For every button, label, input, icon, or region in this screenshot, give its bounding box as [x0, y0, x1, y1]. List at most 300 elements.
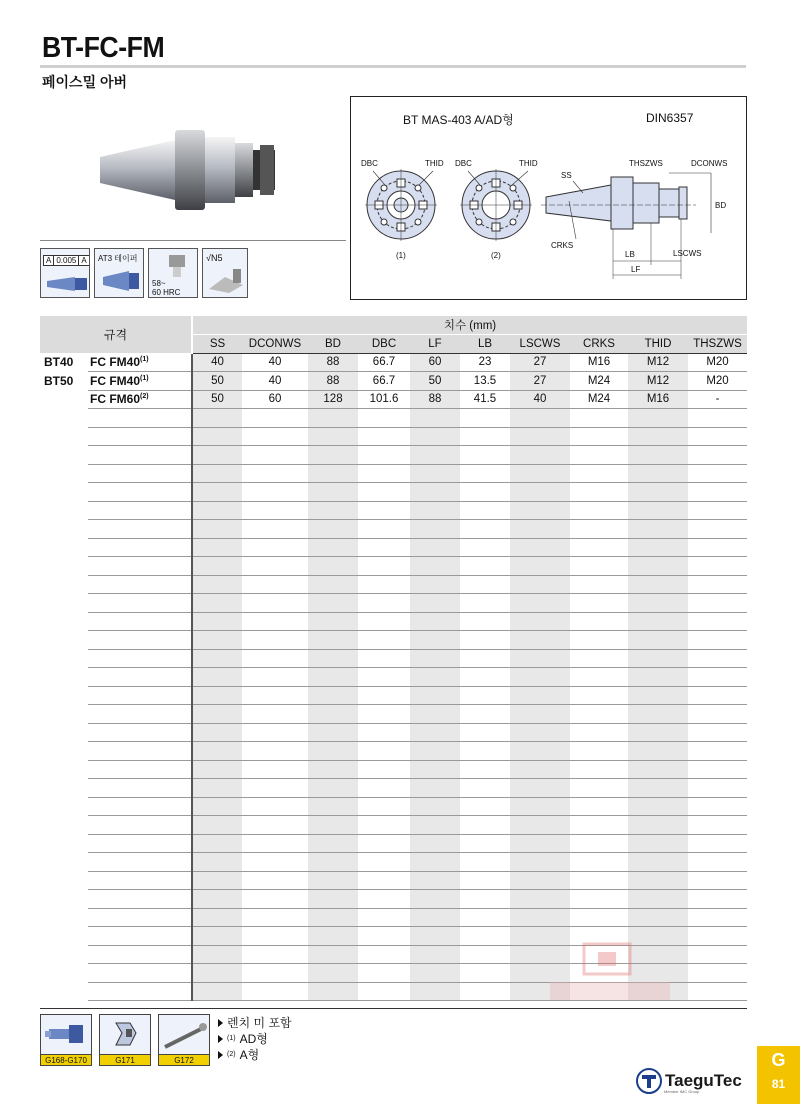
empty-cell — [460, 483, 510, 502]
empty-row — [40, 538, 747, 557]
empty-cell — [628, 705, 688, 724]
empty-cell — [192, 871, 242, 890]
empty-cell — [88, 557, 192, 576]
empty-row — [40, 797, 747, 816]
brand-logo — [636, 1068, 742, 1094]
empty-cell — [628, 409, 688, 428]
empty-cell — [570, 760, 628, 779]
empty-cell — [570, 853, 628, 872]
hardness-label-1: 58~ — [152, 279, 166, 288]
empty-cell — [192, 446, 242, 465]
empty-cell — [688, 649, 747, 668]
note-1-text: 렌치 미 포함 — [227, 1016, 292, 1030]
empty-cell — [410, 927, 460, 946]
empty-cell — [570, 723, 628, 742]
empty-cell — [40, 631, 88, 650]
empty-cell — [88, 501, 192, 520]
accessory-label-2: G171 — [100, 1054, 150, 1065]
empty-cell — [358, 760, 410, 779]
empty-cell — [308, 668, 358, 687]
empty-cell — [510, 908, 570, 927]
empty-cell — [628, 575, 688, 594]
empty-cell — [410, 557, 460, 576]
model-cell — [88, 353, 192, 372]
taper-icon — [94, 248, 144, 298]
empty-row — [40, 779, 747, 798]
empty-cell — [410, 575, 460, 594]
empty-cell — [410, 742, 460, 761]
empty-cell — [308, 927, 358, 946]
table-row — [40, 390, 747, 409]
model-note: (1) — [140, 374, 149, 382]
empty-cell — [88, 464, 192, 483]
empty-row — [40, 427, 747, 446]
empty-cell — [410, 908, 460, 927]
empty-cell — [570, 409, 628, 428]
empty-cell — [308, 945, 358, 964]
cell-crks: M16 — [570, 353, 628, 372]
empty-cell — [40, 446, 88, 465]
empty-cell — [570, 501, 628, 520]
note-3-mark: (2) — [227, 1051, 236, 1058]
empty-cell — [570, 483, 628, 502]
empty-cell — [40, 927, 88, 946]
empty-cell — [242, 538, 308, 557]
empty-cell — [410, 982, 460, 1001]
empty-cell — [688, 668, 747, 687]
empty-cell — [570, 705, 628, 724]
empty-cell — [192, 557, 242, 576]
empty-cell — [192, 464, 242, 483]
empty-cell — [410, 464, 460, 483]
empty-cell — [242, 501, 308, 520]
empty-cell — [628, 779, 688, 798]
empty-cell — [88, 853, 192, 872]
empty-cell — [308, 483, 358, 502]
empty-cell — [628, 723, 688, 742]
photo-divider — [40, 240, 346, 241]
empty-cell — [242, 742, 308, 761]
empty-cell — [510, 409, 570, 428]
empty-cell — [242, 446, 308, 465]
empty-cell — [192, 594, 242, 613]
empty-cell — [688, 945, 747, 964]
note-3 — [218, 1047, 292, 1063]
empty-cell — [358, 427, 410, 446]
empty-cell — [308, 409, 358, 428]
empty-cell — [88, 834, 192, 853]
empty-cell — [358, 649, 410, 668]
column-header-dbc: DBC — [358, 335, 410, 354]
empty-cell — [570, 908, 628, 927]
empty-cell — [628, 501, 688, 520]
empty-cell — [192, 612, 242, 631]
cell-lb: 23 — [460, 353, 510, 372]
empty-cell — [460, 871, 510, 890]
section-tab — [757, 1046, 800, 1104]
empty-cell — [192, 575, 242, 594]
empty-cell — [88, 797, 192, 816]
empty-cell — [242, 964, 308, 983]
empty-cell — [688, 723, 747, 742]
empty-cell — [308, 834, 358, 853]
empty-cell — [242, 760, 308, 779]
empty-cell — [242, 927, 308, 946]
empty-cell — [628, 853, 688, 872]
empty-cell — [308, 797, 358, 816]
empty-cell — [358, 890, 410, 909]
empty-row — [40, 908, 747, 927]
empty-cell — [308, 853, 358, 872]
empty-cell — [242, 945, 308, 964]
empty-cell — [510, 557, 570, 576]
empty-cell — [688, 409, 747, 428]
empty-cell — [192, 890, 242, 909]
empty-cell — [410, 649, 460, 668]
empty-cell — [570, 612, 628, 631]
empty-cell — [308, 908, 358, 927]
empty-cell — [410, 483, 460, 502]
label-dbc-1: DBC — [361, 159, 378, 168]
empty-cell — [460, 816, 510, 835]
empty-cell — [358, 908, 410, 927]
empty-cell — [570, 890, 628, 909]
cell-bd: 88 — [308, 372, 358, 391]
empty-cell — [628, 871, 688, 890]
empty-cell — [688, 464, 747, 483]
empty-cell — [358, 483, 410, 502]
empty-cell — [510, 742, 570, 761]
empty-cell — [688, 686, 747, 705]
empty-row — [40, 723, 747, 742]
empty-cell — [570, 464, 628, 483]
empty-cell — [460, 982, 510, 1001]
empty-cell — [242, 723, 308, 742]
empty-cell — [410, 686, 460, 705]
empty-cell — [460, 723, 510, 742]
empty-cell — [570, 686, 628, 705]
series-cell: BT40 — [40, 353, 88, 372]
cell-thid: M12 — [628, 353, 688, 372]
empty-cell — [628, 890, 688, 909]
empty-cell — [358, 705, 410, 724]
empty-row — [40, 705, 747, 724]
empty-cell — [460, 945, 510, 964]
empty-cell — [688, 538, 747, 557]
empty-row — [40, 446, 747, 465]
empty-cell — [410, 834, 460, 853]
empty-cell — [410, 446, 460, 465]
empty-cell — [510, 575, 570, 594]
empty-cell — [358, 816, 410, 835]
empty-cell — [308, 871, 358, 890]
empty-cell — [510, 668, 570, 687]
drawing-lines — [351, 97, 748, 301]
empty-cell — [308, 538, 358, 557]
empty-cell — [242, 594, 308, 613]
empty-cell — [628, 686, 688, 705]
empty-cell — [192, 853, 242, 872]
accessory-spanner[interactable] — [158, 1014, 210, 1066]
empty-cell — [410, 779, 460, 798]
empty-cell — [460, 908, 510, 927]
empty-cell — [40, 575, 88, 594]
empty-cell — [40, 890, 88, 909]
empty-cell — [628, 649, 688, 668]
empty-cell — [570, 779, 628, 798]
empty-cell — [88, 871, 192, 890]
empty-cell — [88, 686, 192, 705]
empty-cell — [88, 520, 192, 539]
empty-cell — [358, 594, 410, 613]
empty-cell — [628, 631, 688, 650]
empty-cell — [192, 945, 242, 964]
empty-cell — [688, 483, 747, 502]
empty-row — [40, 816, 747, 835]
hardness-icon — [148, 248, 198, 298]
label-crks: CRKS — [551, 241, 574, 250]
empty-row — [40, 760, 747, 779]
empty-cell — [460, 797, 510, 816]
empty-cell — [410, 853, 460, 872]
empty-cell — [88, 723, 192, 742]
empty-cell — [460, 890, 510, 909]
label-fig-1: (1) — [396, 251, 406, 260]
empty-cell — [628, 594, 688, 613]
cell-dbc: 101.6 — [358, 390, 410, 409]
column-header-ss: SS — [192, 335, 242, 354]
note-1 — [218, 1015, 292, 1031]
spec-table — [40, 316, 747, 1001]
empty-cell — [570, 575, 628, 594]
empty-cell — [308, 557, 358, 576]
empty-cell — [88, 982, 192, 1001]
empty-cell — [40, 779, 88, 798]
model-name: FC FM40 — [90, 373, 141, 388]
empty-cell — [358, 742, 410, 761]
empty-cell — [88, 816, 192, 835]
empty-cell — [460, 853, 510, 872]
empty-cell — [192, 927, 242, 946]
empty-row — [40, 668, 747, 687]
empty-cell — [242, 464, 308, 483]
empty-cell — [242, 890, 308, 909]
empty-cell — [358, 723, 410, 742]
accessory-wrench-set[interactable] — [40, 1014, 92, 1066]
empty-cell — [688, 612, 747, 631]
empty-cell — [460, 557, 510, 576]
label-thid-1: THID — [425, 159, 444, 168]
empty-cell — [510, 853, 570, 872]
empty-cell — [410, 964, 460, 983]
empty-row — [40, 890, 747, 909]
cell-dconws: 40 — [242, 372, 308, 391]
empty-cell — [460, 631, 510, 650]
note-2 — [218, 1031, 292, 1047]
empty-cell — [570, 557, 628, 576]
accessory-key[interactable] — [99, 1014, 151, 1066]
empty-cell — [410, 612, 460, 631]
empty-cell — [510, 520, 570, 539]
table-row — [40, 372, 747, 391]
empty-cell — [242, 705, 308, 724]
empty-cell — [570, 871, 628, 890]
empty-cell — [88, 538, 192, 557]
empty-row — [40, 594, 747, 613]
empty-cell — [688, 797, 747, 816]
empty-cell — [40, 409, 88, 428]
cell-dbc: 66.7 — [358, 372, 410, 391]
empty-cell — [688, 890, 747, 909]
empty-cell — [358, 797, 410, 816]
empty-cell — [358, 520, 410, 539]
empty-cell — [88, 649, 192, 668]
empty-cell — [358, 927, 410, 946]
column-header-lb: LB — [460, 335, 510, 354]
label-ss: SS — [561, 171, 572, 180]
empty-cell — [570, 797, 628, 816]
empty-row — [40, 575, 747, 594]
empty-cell — [460, 760, 510, 779]
empty-cell — [570, 834, 628, 853]
empty-cell — [192, 705, 242, 724]
empty-cell — [688, 871, 747, 890]
empty-cell — [40, 853, 88, 872]
empty-cell — [688, 557, 747, 576]
empty-cell — [410, 520, 460, 539]
cell-dconws: 40 — [242, 353, 308, 372]
cell-dbc: 66.7 — [358, 353, 410, 372]
model-note: (1) — [140, 356, 149, 364]
empty-cell — [628, 668, 688, 687]
empty-cell — [242, 853, 308, 872]
empty-cell — [242, 816, 308, 835]
empty-cell — [688, 446, 747, 465]
empty-cell — [40, 723, 88, 742]
technical-drawing — [350, 96, 747, 300]
empty-cell — [410, 816, 460, 835]
empty-cell — [40, 705, 88, 724]
empty-cell — [88, 409, 192, 428]
empty-row — [40, 834, 747, 853]
column-header-crks: CRKS — [570, 335, 628, 354]
empty-cell — [460, 649, 510, 668]
empty-cell — [410, 871, 460, 890]
empty-cell — [192, 668, 242, 687]
empty-cell — [460, 927, 510, 946]
empty-cell — [192, 982, 242, 1001]
column-header-thid: THID — [628, 335, 688, 354]
runout-value: 0.005 — [54, 256, 79, 265]
empty-cell — [40, 964, 88, 983]
empty-row — [40, 612, 747, 631]
empty-cell — [192, 483, 242, 502]
empty-cell — [460, 575, 510, 594]
label-dbc-2: DBC — [455, 159, 472, 168]
series-cell — [40, 390, 88, 409]
taegutec-icon — [636, 1068, 662, 1094]
empty-cell — [192, 964, 242, 983]
empty-cell — [628, 908, 688, 927]
empty-cell — [358, 612, 410, 631]
cell-thszws: M20 — [688, 353, 747, 372]
note-2-mark: (1) — [227, 1035, 236, 1042]
empty-cell — [358, 945, 410, 964]
empty-cell — [510, 686, 570, 705]
empty-cell — [308, 742, 358, 761]
runout-ref: A — [44, 256, 54, 265]
empty-cell — [192, 649, 242, 668]
empty-cell — [460, 409, 510, 428]
empty-row — [40, 686, 747, 705]
model-cell — [88, 372, 192, 391]
empty-cell — [88, 483, 192, 502]
empty-cell — [688, 760, 747, 779]
empty-cell — [510, 890, 570, 909]
empty-cell — [308, 649, 358, 668]
empty-cell — [358, 853, 410, 872]
page-number: 81 — [771, 1077, 786, 1091]
empty-cell — [308, 575, 358, 594]
empty-cell — [308, 982, 358, 1001]
empty-cell — [688, 742, 747, 761]
empty-cell — [460, 446, 510, 465]
empty-cell — [40, 760, 88, 779]
empty-cell — [628, 797, 688, 816]
empty-cell — [628, 557, 688, 576]
empty-cell — [242, 779, 308, 798]
empty-cell — [40, 501, 88, 520]
note-2-text: AD형 — [239, 1032, 268, 1046]
empty-cell — [242, 575, 308, 594]
cell-lb: 41.5 — [460, 390, 510, 409]
empty-cell — [358, 575, 410, 594]
empty-cell — [40, 797, 88, 816]
empty-cell — [192, 908, 242, 927]
empty-cell — [192, 538, 242, 557]
cell-crks: M24 — [570, 372, 628, 391]
empty-cell — [358, 686, 410, 705]
empty-cell — [570, 538, 628, 557]
empty-cell — [192, 816, 242, 835]
empty-cell — [570, 668, 628, 687]
empty-cell — [358, 834, 410, 853]
empty-cell — [40, 668, 88, 687]
empty-cell — [88, 575, 192, 594]
empty-cell — [242, 557, 308, 576]
empty-cell — [628, 834, 688, 853]
empty-cell — [40, 483, 88, 502]
page-title: BT-FC-FM — [42, 32, 165, 64]
empty-cell — [410, 501, 460, 520]
empty-cell — [570, 520, 628, 539]
empty-cell — [358, 964, 410, 983]
empty-cell — [688, 834, 747, 853]
runout-ref2: A — [81, 256, 87, 265]
empty-cell — [308, 464, 358, 483]
empty-cell — [628, 464, 688, 483]
empty-cell — [628, 483, 688, 502]
empty-cell — [88, 631, 192, 650]
empty-cell — [570, 649, 628, 668]
empty-cell — [192, 427, 242, 446]
empty-cell — [570, 427, 628, 446]
empty-cell — [242, 483, 308, 502]
empty-cell — [510, 483, 570, 502]
empty-cell — [88, 594, 192, 613]
empty-cell — [410, 890, 460, 909]
empty-cell — [460, 612, 510, 631]
